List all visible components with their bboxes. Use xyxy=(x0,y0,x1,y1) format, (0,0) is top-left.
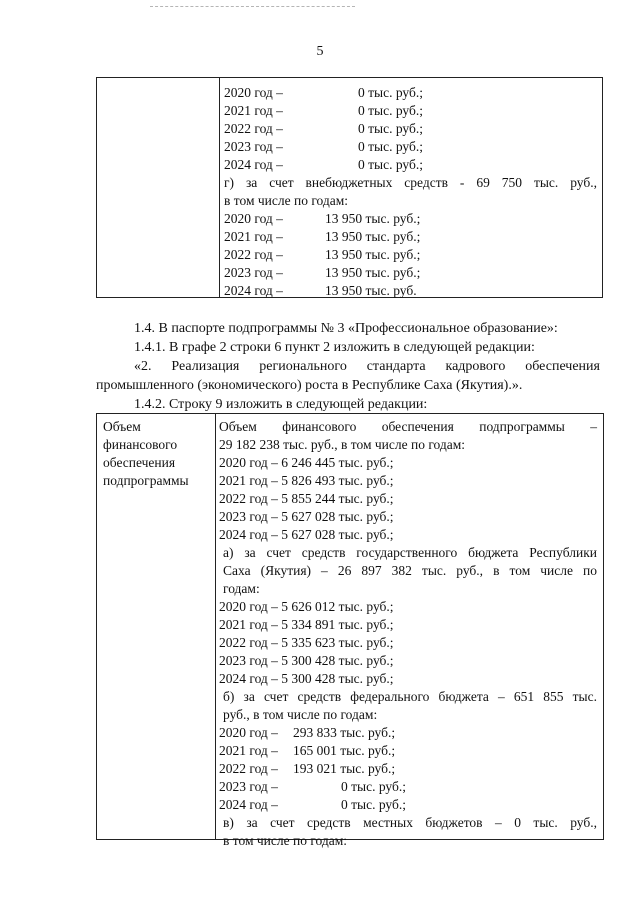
state-budget-line1: а) за счет средств государственного бюджета Республики xyxy=(223,545,597,560)
table-row: 2024 год – 5 627 028 тыс. руб.; xyxy=(219,527,394,542)
header-scan-artifact xyxy=(150,6,355,11)
table-row: 2020 год – 5 626 012 тыс. руб.; xyxy=(219,599,394,614)
table-row: 2023 год – 5 300 428 тыс. руб.; xyxy=(219,653,394,668)
local-budget-line1: в) за счет средств местных бюджетов – 0 тыс. руб., xyxy=(223,815,597,830)
federal-budget-line1: б) за счет средств федерального бюджета – 651 855 тыс. xyxy=(223,689,597,704)
table-row: 2022 год – 5 335 623 тыс. руб.; xyxy=(219,635,394,650)
total-volume-line1: Объем финансового обеспечения подпрограммы – xyxy=(219,419,597,434)
paragraph-1-4: 1.4. В паспорте подпрограммы № 3 «Профессиональное образование»: xyxy=(134,321,558,336)
table-row: 2023 год – 5 627 028 тыс. руб.; xyxy=(219,509,394,524)
table-continuation: 2020 год – 0 тыс. руб.; 2021 год – 0 тыс. руб.; 2022 год – 0 тыс. руб.; 2023 год – 0 тыс. руб.; 2024 год – 0 тыс. руб.; г) за счет внебюджетных средств - 69 750 тыс. руб., в том числе по годам: 2020 год – 13 950 тыс. руб.; 2021 год – 13 950 тыс. руб.; 2022 год – 13 950 тыс. руб.; 2023 год – 13 950 тыс. руб.; 2024 год – 13 950 тыс. руб. xyxy=(96,77,603,298)
state-budget-line3: годам: xyxy=(223,581,260,596)
state-budget-line2: Саха (Якутия) – 26 897 382 тыс. руб., в том числе по xyxy=(223,563,597,578)
table-row: 2024 год – 5 300 428 тыс. руб.; xyxy=(219,671,394,686)
table-row: 2022 год – 5 855 244 тыс. руб.; xyxy=(219,491,394,506)
page-number: 5 xyxy=(316,44,324,59)
table-row: 2021 год – 5 826 493 тыс. руб.; xyxy=(219,473,394,488)
extrabudget-subheading: в том числе по годам: xyxy=(224,193,349,208)
total-volume-line2: 29 182 238 тыс. руб., в том числе по годам: xyxy=(219,437,466,452)
financing-table: Объем финансового обеспечения подпрограммы Объем финансового обеспечения подпрограммы – 29 182 238 тыс. руб., в том числе по годам: 2020 год – 6 246 445 тыс. руб.; 2021 год – 5 826 493 тыс. руб.; 2022 год – 5 855 244 тыс. руб.; 2023 год – 5 627 028 тыс. руб.; 2024 год – 5 627 028 тыс. руб.; а) за счет средств государственного бюджета Республики Саха (Якутия) – 26 897 382 тыс. руб., в том числе по годам: 2020 год – 5 626 012 тыс. руб.; 2021 год – 5 334 891 тыс. руб.; 2022 год – 5 335 623 тыс. руб.; 2023 год – 5 300 428 тыс. руб.; 2024 год – 5 300 428 тыс. руб.; б) за счет средств федерального бюджета – 651 855 тыс. руб., в том числе по годам: 2020 год – 293 833 тыс. руб.; 2021 год – 165 001 тыс. руб.; 2022 год – 193 021 тыс. руб.; 2023 год – 0 тыс. руб.; 2024 год – 0 тыс. руб.; в) за счет средств местных бюджетов – 0 тыс. руб., в том числе по годам: xyxy=(96,413,604,840)
extrabudget-heading: г) за счет внебюджетных средств - 69 750 тыс. руб., xyxy=(224,175,597,190)
row-header-cell: Объем финансового обеспечения подпрограммы xyxy=(103,419,189,488)
paragraph-quote-line2: промышленного (экономического) роста в Республике Саха (Якутия).». xyxy=(96,378,523,393)
federal-budget-line2: руб., в том числе по годам: xyxy=(223,707,378,722)
paragraph-quote-line1: «2. Реализация регионального стандарта кадрового обеспечения xyxy=(134,359,600,374)
paragraph-1-4-2: 1.4.2. Строку 9 изложить в следующей редакции: xyxy=(134,397,428,412)
table-row: 2021 год – 5 334 891 тыс. руб.; xyxy=(219,617,394,632)
paragraph-1-4-1: 1.4.1. В графе 2 строки 6 пункт 2 изложить в следующей редакции: xyxy=(134,340,535,355)
local-budget-line2: в том числе по годам: xyxy=(223,833,348,848)
table-column-divider xyxy=(219,78,220,297)
table-column-divider xyxy=(215,414,216,839)
table-row: 2020 год – 6 246 445 тыс. руб.; xyxy=(219,455,394,470)
